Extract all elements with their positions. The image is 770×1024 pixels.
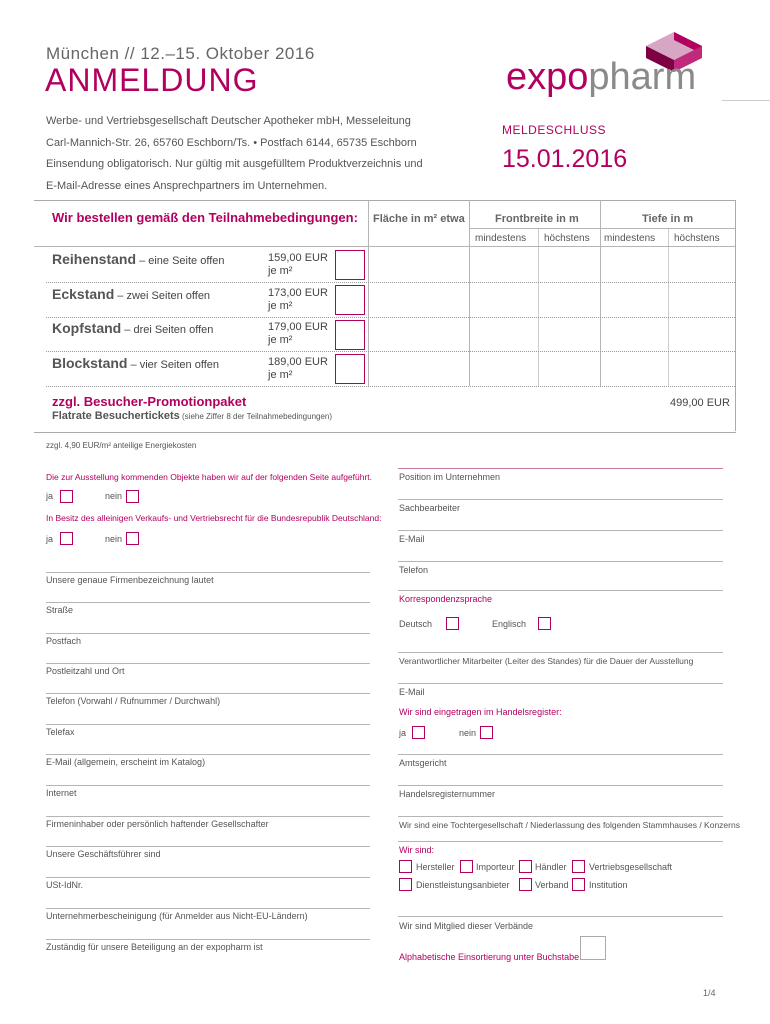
field-responsible-contact: Zuständig für unsere Beteiligung an der expopharm ist <box>46 942 263 952</box>
price-value: 189,00 EUR <box>268 356 328 368</box>
rights-ja-checkbox[interactable] <box>60 532 73 545</box>
field-contact-email: E-Mail <box>399 534 425 544</box>
field-zip-city: Postleitzahl und Ort <box>46 666 125 676</box>
promo-note: (siehe Ziffer 8 der Teilnahmebedingungen) <box>179 412 333 421</box>
objects-ja-label: ja <box>46 491 54 501</box>
register-nein-label: nein <box>459 728 477 738</box>
col-header-front: Frontbreite in m <box>495 213 579 225</box>
price-unit: je m² <box>268 265 293 277</box>
logo-pharm-text: pharm <box>588 56 697 98</box>
type-institution-checkbox[interactable] <box>572 878 585 891</box>
field-court: Amtsgericht <box>399 758 447 768</box>
expopharm-logo <box>508 28 724 108</box>
address-line: Werbe- und Vertriebsgesellschaft Deutscher Apotheker mbH, Messeleitung <box>46 115 411 127</box>
address-line: E-Mail-Adresse eines Ansprechpartners im Unternehmen. <box>46 179 328 192</box>
field-company-name: Unsere genaue Firmenbezeichnung lautet <box>46 575 214 585</box>
col-depth-max: höchstens <box>674 233 720 244</box>
stand-price <box>268 356 328 382</box>
promo-price: 499,00 EUR <box>670 397 730 409</box>
rights-nein-checkbox[interactable] <box>126 532 139 545</box>
type-importer-label: Importeur <box>476 862 515 872</box>
register-ja-label: ja <box>399 728 407 738</box>
kopfstand-checkbox[interactable] <box>335 320 365 350</box>
type-association-label: Verband <box>535 880 569 890</box>
rights-question: In Besitz des alleinigen Verkaufs- und Vertriebsrecht für die Bundesrepublik Deutschland: <box>46 513 382 523</box>
register-nein-checkbox[interactable] <box>480 726 493 739</box>
price-value: 173,00 EUR <box>268 287 328 299</box>
eckstand-checkbox[interactable] <box>335 285 365 315</box>
field-fax: Telefax <box>46 727 75 737</box>
field-register-no: Handelsregisternummer <box>399 789 496 799</box>
register-ja-checkbox[interactable] <box>412 726 425 739</box>
field-owner: Firmeninhaber oder persönlich haftender Gesellschafter <box>46 819 269 829</box>
type-association-checkbox[interactable] <box>519 878 532 891</box>
stand-desc: – zwei Seiten offen <box>114 290 211 302</box>
lang-de-checkbox[interactable] <box>446 617 459 630</box>
objects-ja-checkbox[interactable] <box>60 490 73 503</box>
field-vat-id: USt-IdNr. <box>46 880 84 890</box>
objects-question: Die zur Ausstellung kommenden Objekte haben wir auf der folgenden Seite aufgeführt. <box>46 472 373 482</box>
address-line: Einsendung obligatorisch. Nur gültig mit ausgefülltem Produktverzeichnis und <box>46 158 423 170</box>
price-unit: je m² <box>268 334 293 346</box>
stand-price <box>268 252 328 278</box>
field-po-box: Postfach <box>46 636 82 646</box>
company-type-label: Wir sind: <box>399 845 435 855</box>
field-stand-manager: Verantwortlicher Mitarbeiter (Leiter des Standes) für die Dauer der Ausstellung <box>399 656 694 666</box>
rights-ja-label: ja <box>46 534 54 544</box>
stand-price <box>268 287 328 313</box>
deadline-label: MELDESCHLUSS <box>502 123 607 137</box>
table-heading: Wir bestellen gemäß den Teilnahmebedingungen: <box>52 210 358 225</box>
field-clerk: Sachbearbeiter <box>399 503 461 513</box>
type-service-checkbox[interactable] <box>399 878 412 891</box>
stand-name: Kopfstand <box>52 320 122 336</box>
price-value: 159,00 EUR <box>268 252 328 264</box>
field-certificate: Unternehmerbescheinigung (für Anmelder aus Nicht-EU-Ländern) <box>46 911 308 921</box>
type-service-label: Dienstleistungsanbieter <box>416 880 510 890</box>
blockstand-checkbox[interactable] <box>335 354 365 384</box>
rights-nein-label: nein <box>105 534 123 544</box>
stand-name: Eckstand <box>52 286 115 302</box>
field-street: Straße <box>46 605 74 615</box>
energy-note: zzgl. 4,90 EUR/m² anteilige Energiekosten <box>46 441 197 450</box>
lang-en-label: Englisch <box>492 619 527 629</box>
field-parent-company: Wir sind eine Tochtergesellschaft / Niederlassung des folgenden Stammhauses / Konzerns <box>399 820 740 830</box>
field-phone: Telefon (Vorwahl / Rufnummer / Durchwahl) <box>46 696 221 706</box>
type-manufacturer-checkbox[interactable] <box>399 860 412 873</box>
col-front-max: höchstens <box>544 233 590 244</box>
type-distribution-label: Vertriebsgesellschaft <box>589 862 673 872</box>
field-manager-email: E-Mail <box>399 687 425 697</box>
stand-desc: – vier Seiten offen <box>127 359 219 371</box>
stand-reihenstand <box>52 251 225 267</box>
event-date: München // 12.–15. Oktober 2016 <box>46 44 315 63</box>
stand-eckstand <box>52 286 210 302</box>
organizer-address <box>46 111 423 197</box>
stand-name: Reihenstand <box>52 251 137 267</box>
stand-kopfstand <box>52 320 213 336</box>
col-header-depth: Tiefe in m <box>642 213 694 225</box>
type-importer-checkbox[interactable] <box>460 860 473 873</box>
field-contact-phone: Telefon <box>399 565 429 575</box>
logo-expo-text: expo <box>506 56 589 98</box>
reihenstand-checkbox[interactable] <box>335 250 365 280</box>
field-associations: Wir sind Mitglied dieser Verbände <box>399 921 534 931</box>
price-unit: je m² <box>268 300 293 312</box>
field-position: Position im Unternehmen <box>399 472 501 482</box>
type-distribution-checkbox[interactable] <box>572 860 585 873</box>
field-internet: Internet <box>46 788 77 798</box>
field-managers: Unsere Geschäftsführer sind <box>46 849 161 859</box>
address-line: Carl-Mannich-Str. 26, 65760 Eschborn/Ts. • Postfach 6144, 65735 Eschborn <box>46 136 417 149</box>
stand-price <box>268 321 328 347</box>
page-title: ANMELDUNG <box>45 62 259 98</box>
page-number: 1/4 <box>703 988 716 998</box>
col-header-area: Fläche in m² etwa <box>373 213 465 225</box>
field-email: E-Mail (allgemein, erscheint im Katalog) <box>46 757 206 767</box>
register-question: Wir sind eingetragen im Handelsregister: <box>399 707 562 717</box>
promo-title: zzgl. Besucher-Promotionpaket <box>52 394 247 409</box>
price-unit: je m² <box>268 369 293 381</box>
type-manufacturer-label: Hersteller <box>416 862 455 872</box>
promo-subtitle <box>52 410 332 422</box>
col-depth-min: mindestens <box>604 233 656 244</box>
stand-blockstand <box>52 355 219 371</box>
objects-nein-checkbox[interactable] <box>126 490 139 503</box>
alphabet-sort-label: Alphabetische Einsortierung unter Buchstabe: <box>399 952 582 962</box>
type-dealer-label: Händler <box>535 862 567 872</box>
type-dealer-checkbox[interactable] <box>519 860 532 873</box>
alphabet-letter-box[interactable] <box>580 936 606 960</box>
stand-desc: – eine Seite offen <box>136 255 225 267</box>
stand-desc: – drei Seiten offen <box>121 324 214 336</box>
objects-nein-label: nein <box>105 491 123 501</box>
type-institution-label: Institution <box>589 880 628 890</box>
lang-de-label: Deutsch <box>399 619 433 629</box>
col-front-min: mindestens <box>475 233 527 244</box>
deadline-date: 15.01.2016 <box>502 145 628 173</box>
language-label: Korrespondenzsprache <box>399 594 493 604</box>
stand-name: Blockstand <box>52 355 128 371</box>
promo-sub: Flatrate Besuchertickets <box>52 410 180 422</box>
lang-en-checkbox[interactable] <box>538 617 551 630</box>
price-value: 179,00 EUR <box>268 321 328 333</box>
